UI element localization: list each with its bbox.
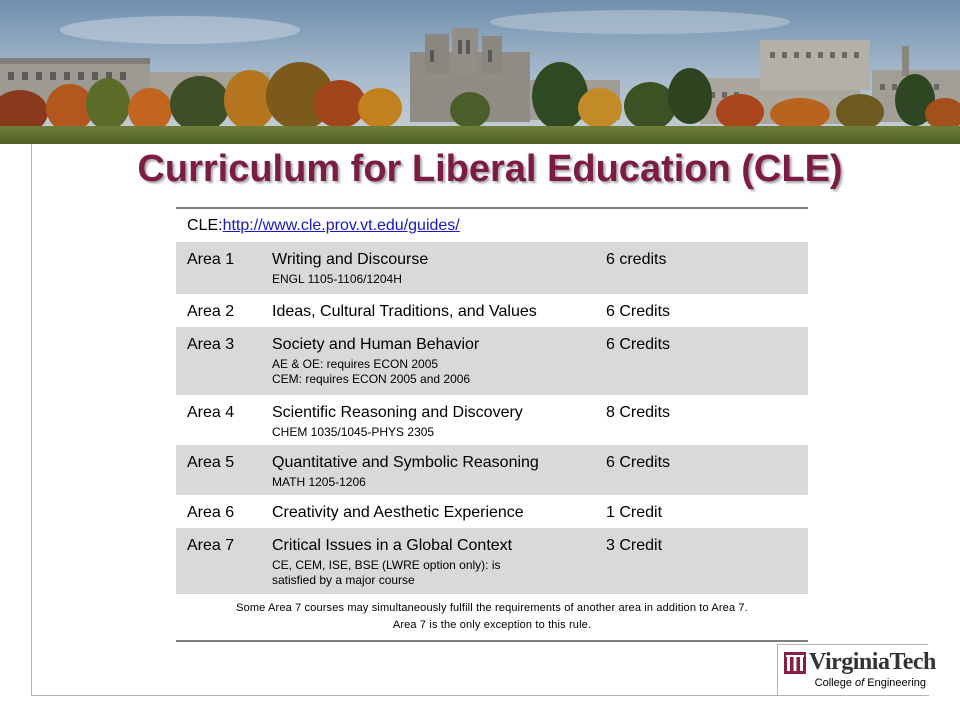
area-row (176, 294, 808, 327)
area-label: Area 6 (187, 504, 235, 521)
area-rows (176, 242, 808, 594)
area-course-details (272, 272, 606, 287)
area-row (176, 395, 808, 445)
area-label: Area 5 (187, 454, 235, 471)
area-course-detail-line: CEM: requires ECON 2005 and 2006 (272, 372, 471, 386)
area-label: Area 7 (187, 537, 235, 554)
area-course-title: Scientific Reasoning and Discovery (272, 404, 523, 421)
area-course-title: Critical Issues in a Global Context (272, 537, 513, 554)
footnote-line-2: Area 7 is the only exception to this rule. (392, 619, 592, 631)
area-course-details (272, 357, 606, 387)
campus-banner-image (0, 0, 960, 144)
area-course-title: Creativity and Aesthetic Experience (272, 504, 524, 521)
area-course-title: Writing and Discourse (272, 251, 429, 268)
area-label: Area 1 (187, 251, 235, 268)
area-course-cell (272, 454, 606, 495)
area-course-cell (272, 404, 606, 445)
area-course-cell (272, 303, 606, 327)
virginia-tech-logo (777, 644, 936, 696)
area-credits: 3 Credit (606, 537, 663, 554)
area-course-cell (272, 336, 606, 395)
cle-requirements-table (176, 207, 808, 642)
area-row (176, 327, 808, 395)
area-course-cell (272, 251, 606, 294)
area-course-title: Ideas, Cultural Traditions, and Values (272, 303, 537, 320)
cle-link-label: CLE: (187, 216, 223, 234)
slide-title: Curriculum for Liberal Education (CLE) (137, 148, 843, 190)
area-course-detail-line: AE & OE: requires ECON 2005 (272, 357, 439, 371)
area-course-detail-line: MATH 1205-1206 (272, 475, 366, 489)
campus-photo (0, 0, 960, 144)
area-course-details (272, 558, 606, 588)
area-credits: 6 credits (606, 251, 667, 268)
logo-college-word: College (814, 677, 852, 689)
logo-engineering-word: Engineering (867, 677, 926, 689)
cle-link-row (176, 209, 808, 242)
area-label: Area 4 (187, 404, 235, 421)
footnote-line-1: Some Area 7 courses may simultaneously fulfill the requirements of another area in addition to Area 7. (236, 602, 748, 614)
area-row (176, 445, 808, 495)
area-course-detail-line: satisfied by a major course (272, 573, 415, 587)
area-row (176, 495, 808, 528)
area-label: Area 3 (187, 336, 235, 353)
area-course-detail-line: CE, CEM, ISE, BSE (LWRE option only): is (272, 558, 501, 572)
area-course-details (272, 475, 606, 490)
area-row (176, 242, 808, 294)
slide-frame-left-border (31, 144, 32, 696)
area-course-title: Quantitative and Symbolic Reasoning (272, 454, 539, 471)
area-credits: 6 Credits (606, 336, 671, 353)
area-credits: 6 Credits (606, 303, 671, 320)
area-course-detail-line: ENGL 1105-1106/1204H (272, 272, 402, 286)
area-course-cell (272, 537, 606, 594)
area-credits: 6 Credits (606, 454, 671, 471)
cle-guides-link[interactable]: http://www.cle.prov.vt.edu/guides/ (222, 216, 460, 234)
area-credits: 1 Credit (606, 504, 663, 521)
area-course-detail-line: CHEM 1035/1045-PHYS 2305 (272, 425, 435, 439)
area-credits: 8 Credits (606, 404, 671, 421)
area-row (176, 528, 808, 594)
vt-shield-icon (784, 650, 806, 676)
area-course-title: Society and Human Behavior (272, 336, 480, 353)
area-label: Area 2 (187, 303, 235, 320)
area-course-cell (272, 504, 606, 528)
area7-footnote (176, 594, 808, 640)
area-course-details (272, 425, 606, 440)
logo-of-word: of (855, 677, 865, 689)
logo-college-line (815, 677, 926, 689)
logo-wordmark: VirginiaTech (809, 649, 936, 675)
